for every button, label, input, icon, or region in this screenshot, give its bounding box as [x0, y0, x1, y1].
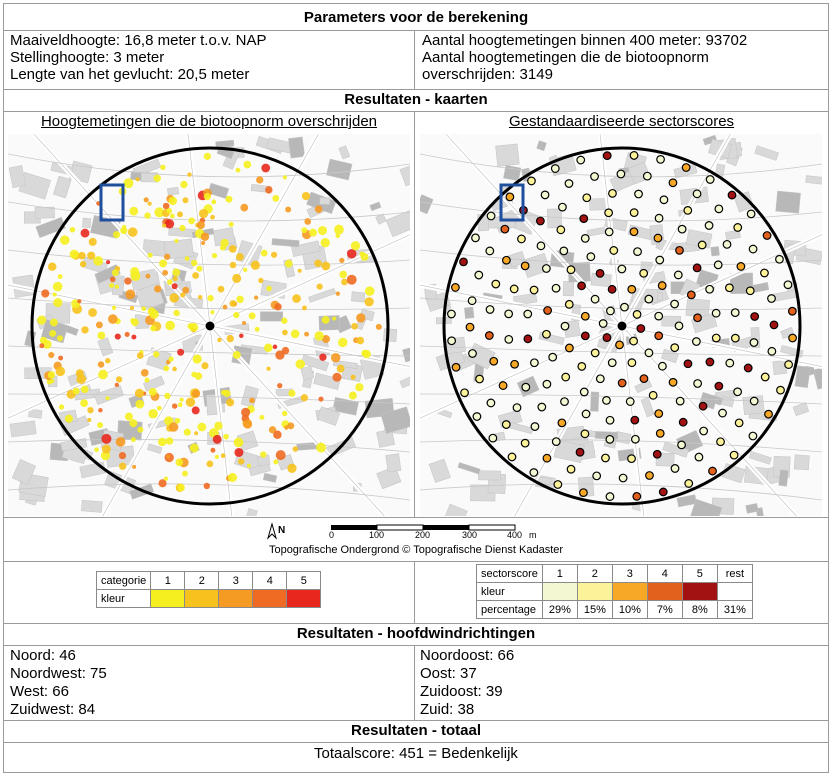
percentage-rest: 31% [717, 601, 752, 619]
sectorscore-swatch-3 [612, 583, 647, 601]
scale-tick-0: 0 [329, 530, 335, 540]
wind-west: West: 66 [10, 683, 69, 700]
sectorscore-swatch-1 [542, 583, 577, 601]
wind-title: Resultaten - hoofdwindrichtingen [296, 625, 536, 642]
category-3: 3 [219, 572, 253, 590]
param-gevlucht: Lengte van het gevlucht: 20,5 meter [10, 66, 250, 83]
percentage-5: 8% [682, 601, 717, 619]
scale-tick-300: 300 [462, 530, 478, 540]
parameters-title: Parameters voor de berekening [303, 9, 529, 26]
right-map [420, 134, 822, 516]
category-1: 1 [151, 572, 185, 590]
report-page [3, 3, 829, 773]
center-point-right [617, 321, 627, 331]
sectorscore-swatch-rest [717, 583, 752, 601]
north-arrow-icon [266, 522, 286, 540]
category-color-label: kleur [97, 590, 151, 608]
percentage-4: 7% [647, 601, 682, 619]
sectorscore-5: 5 [682, 565, 717, 583]
scale-bar [329, 520, 549, 546]
wind-noordwest: Noordwest: 75 [10, 665, 107, 682]
wind-right [420, 647, 514, 719]
sectorscore-4: 4 [647, 565, 682, 583]
param-maaiveldhoogte: Maaiveldhoogte: 16,8 meter t.o.v. NAP [10, 32, 267, 49]
category-legend [96, 571, 321, 608]
percentage-1: 29% [542, 601, 577, 619]
percentage-3: 10% [612, 601, 647, 619]
map-credit: Topografische Ondergrond © Topografische Dienst Kadaster [268, 544, 564, 556]
sectorscore-rest: rest [717, 565, 752, 583]
sectorscore-header: sectorscore [477, 565, 543, 583]
category-header: categorie [97, 572, 151, 590]
category-5: 5 [287, 572, 321, 590]
category-swatch-4 [253, 590, 287, 608]
wind-zuid: Zuid: 38 [420, 701, 475, 718]
sectorscore-swatch-2 [577, 583, 612, 601]
right-map-title: Gestandaardiseerde sectorscores [508, 113, 735, 130]
maps-title: Resultaten - kaarten [344, 91, 488, 108]
category-2: 2 [185, 572, 219, 590]
wind-zuidwest: Zuidwest: 84 [10, 701, 96, 718]
sectorscore-2: 2 [577, 565, 612, 583]
wind-noordoost: Noordoost: 66 [420, 647, 515, 664]
wind-left [10, 647, 107, 719]
total-score: Totaalscore: 451 = Bedenkelijk [314, 745, 518, 762]
sectorscore-legend [476, 564, 753, 619]
wind-zuidoost: Zuidoost: 39 [420, 683, 503, 700]
sectorscore-3: 3 [612, 565, 647, 583]
sectorscore-swatch-4 [647, 583, 682, 601]
param-stellinghoogte: Stellinghoogte: 3 meter [10, 49, 165, 66]
scale-tick-100: 100 [369, 530, 385, 540]
category-4: 4 [253, 572, 287, 590]
category-swatch-1 [151, 590, 185, 608]
scale-unit: m [529, 530, 537, 540]
percentage-2: 15% [577, 601, 612, 619]
right-map-svg [420, 134, 822, 516]
category-swatch-3 [219, 590, 253, 608]
sectorscore-swatch-5 [682, 583, 717, 601]
parameters-block [4, 32, 828, 88]
param-norm-line1: Aantal hoogtemetingen die de biotoopnorm [422, 49, 709, 66]
param-norm-line2: overschrijden: 3149 [422, 66, 553, 83]
scale-tick-400: 400 [507, 530, 523, 540]
wind-noord: Noord: 46 [10, 647, 76, 664]
wind-oost: Oost: 37 [420, 665, 477, 682]
sectorscore-color-label: kleur [477, 583, 543, 601]
total-title: Resultaten - totaal [350, 722, 482, 739]
left-map-svg [8, 134, 410, 516]
north-label: N [278, 525, 286, 536]
center-point [205, 321, 215, 331]
left-map-title: Hoogtemetingen die de biotoopnorm overschrijden [40, 113, 378, 130]
category-swatch-5 [287, 590, 321, 608]
sectorscore-1: 1 [542, 565, 577, 583]
left-map [8, 134, 410, 516]
param-aantal-metingen: Aantal hoogtemetingen binnen 400 meter: 93702 [422, 32, 748, 49]
percentage-label: percentage [477, 601, 543, 619]
category-swatch-2 [185, 590, 219, 608]
scale-tick-200: 200 [415, 530, 431, 540]
